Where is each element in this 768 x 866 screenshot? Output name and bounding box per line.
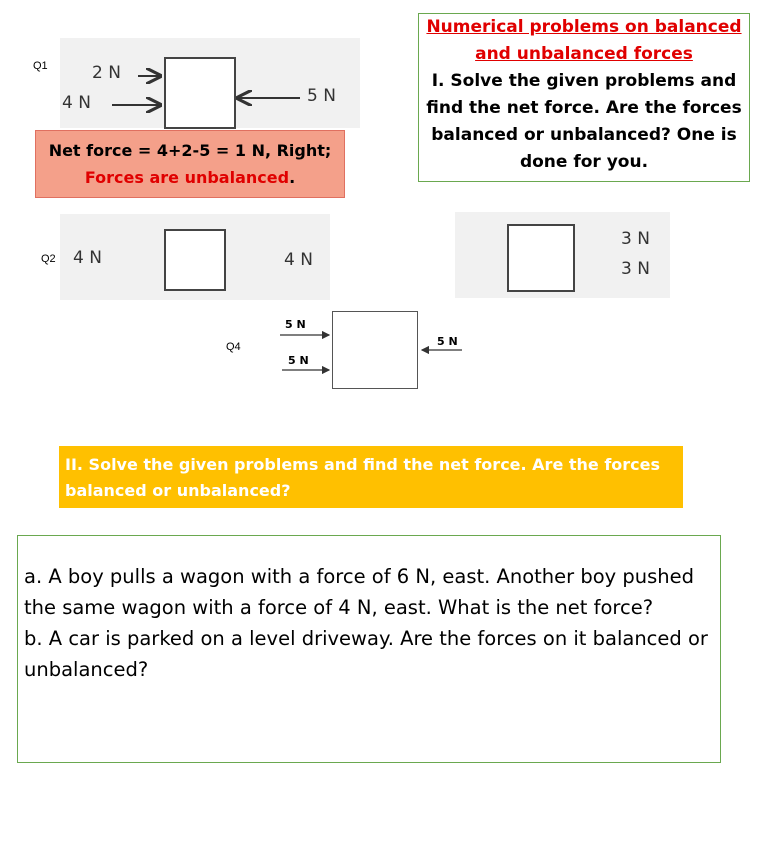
answer-period: . (289, 168, 296, 187)
q1-answer-box (35, 130, 345, 198)
q2-force-label-right: 4 N (284, 250, 313, 270)
section-two-heading: II. Solve the given problems and find the net force. Are the forces balanced or unbalanced? (65, 455, 661, 500)
questions-box (17, 535, 721, 763)
q2-object-box (164, 229, 226, 291)
question-b: b. A car is parked on a level driveway. Are the forces on it balanced or unbalanced? (24, 627, 708, 681)
q2-force-label-left: 4 N (73, 248, 102, 268)
net-force-answer: Net force = 4+2-5 = 1 N, Right; (48, 141, 332, 160)
q3-object-box (507, 224, 575, 292)
q3-force-label-top: 3 N (621, 229, 650, 249)
forces-unbalanced-text: Forces are unbalanced (84, 168, 290, 187)
instruction-text: I. Solve the given problems and find the net force. Are the forces balanced or unbalanced? One is done for you. (426, 71, 742, 172)
q4-label: Q4 (226, 341, 241, 353)
q4-force-label-right: 5 N (437, 335, 458, 348)
q1-force-label-top: 2 N (92, 63, 121, 83)
q2-label: Q2 (41, 253, 56, 265)
worksheet-title: Numerical problems on balanced and unbalanced forces (426, 17, 742, 64)
q4-force-label-bottom: 5 N (288, 354, 309, 367)
q4-object-box (332, 311, 418, 389)
q1-label: Q1 (33, 60, 48, 72)
q1-force-label-right: 5 N (307, 86, 336, 106)
q1-force-label-bottom: 4 N (62, 93, 91, 113)
question-a: a. A boy pulls a wagon with a force of 6 N, east. Another boy pushed the same wagon with a force of 4 N, east. What is the net force? (24, 565, 695, 619)
q3-force-label-bottom: 3 N (621, 259, 650, 279)
q4-force-label-top: 5 N (285, 318, 306, 331)
section-two-banner (59, 446, 683, 508)
